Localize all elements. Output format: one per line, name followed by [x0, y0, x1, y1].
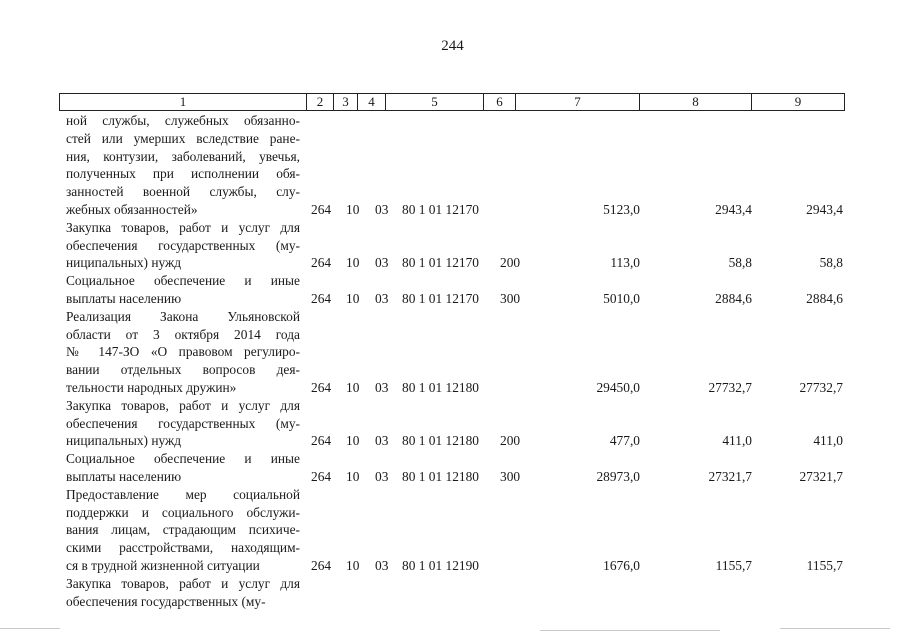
cell-c5: 80 1 01 12170 [402, 290, 479, 306]
row-description [66, 486, 300, 575]
description-line: скими расстройствами, находящим- [66, 540, 300, 556]
cell-c6: 200 [500, 255, 521, 271]
cell-c3: 10 [346, 468, 360, 484]
description-line: ся в трудной жизненной ситуации [66, 557, 260, 573]
cell-c5: 80 1 01 12180 [402, 468, 479, 484]
cell-c4: 03 [375, 379, 389, 395]
cell-c4: 03 [375, 201, 389, 217]
cell-c9: 1155,7 [806, 557, 843, 573]
description-line: Предоставление мер социальной [66, 486, 300, 502]
cell-c7: 477,0 [609, 433, 640, 449]
cell-c8: 58,8 [728, 255, 752, 271]
cell-c7: 113,0 [610, 255, 640, 271]
description-line: ниципальных) нужд [66, 255, 182, 271]
cell-c3: 10 [346, 255, 360, 271]
cell-c2: 264 [311, 433, 332, 449]
cell-c5: 80 1 01 12170 [402, 255, 479, 271]
page-number: 244 [441, 38, 464, 54]
table-row [0, 272, 905, 308]
scan-artifact [540, 630, 720, 631]
table-row [0, 486, 905, 575]
cell-c5: 80 1 01 12180 [402, 379, 479, 395]
cell-c6: 300 [500, 468, 521, 484]
description-line: выплаты населению [66, 468, 182, 484]
cell-c3: 10 [346, 557, 360, 573]
cell-c8: 2943,4 [715, 201, 752, 217]
description-line: обеспечения государственных (му- [66, 593, 266, 609]
cell-c6: 200 [500, 433, 521, 449]
row-description [66, 397, 300, 450]
cell-c4: 03 [375, 557, 389, 573]
description-line: Реализация Закона Ульяновской [66, 308, 300, 324]
cell-c8: 1155,7 [715, 557, 752, 573]
description-line: жебных обязанностей» [66, 201, 198, 217]
cell-c7: 5010,0 [603, 290, 640, 306]
cell-c2: 264 [311, 255, 332, 271]
cell-c5: 80 1 01 12170 [402, 201, 479, 217]
header-col-4: 4 [358, 94, 386, 110]
header-col-8: 8 [640, 94, 752, 110]
description-line: поддержки и социального обслужи- [66, 504, 300, 520]
description-line: стей или умерших вследствие ране- [66, 130, 300, 146]
description-line: № 147-ЗО «О правовом регулиро- [66, 344, 300, 360]
cell-c2: 264 [311, 290, 332, 306]
cell-c9: 2884,6 [806, 290, 843, 306]
row-description [66, 308, 300, 397]
cell-c8: 2884,6 [715, 290, 752, 306]
cell-c7: 28973,0 [596, 468, 640, 484]
table-body [0, 112, 905, 612]
scan-artifact [0, 628, 60, 629]
scan-artifact [780, 628, 890, 629]
description-line: Социальное обеспечение и иные [66, 273, 300, 289]
cell-c5: 80 1 01 12180 [402, 433, 479, 449]
cell-c2: 264 [311, 379, 332, 395]
header-col-3: 3 [334, 94, 358, 110]
description-line: обеспечения государственных (му- [66, 415, 300, 431]
description-line: вания лицам, страдающим психиче- [66, 522, 300, 538]
cell-c9: 2943,4 [806, 201, 843, 217]
cell-c2: 264 [311, 201, 332, 217]
description-line: Закупка товаров, работ и услуг для [66, 575, 300, 591]
header-col-1: 1 [60, 94, 307, 110]
description-line: занностей военной службы, слу- [66, 184, 300, 200]
header-col-2: 2 [307, 94, 334, 110]
cell-c9: 58,8 [819, 255, 843, 271]
cell-c6: 300 [500, 290, 521, 306]
header-col-9: 9 [794, 94, 802, 109]
header-col-6: 6 [484, 94, 516, 110]
cell-c7: 29450,0 [596, 379, 640, 395]
cell-c9: 411,0 [813, 433, 843, 449]
cell-c4: 03 [375, 433, 389, 449]
table-row [0, 397, 905, 450]
description-line: выплаты населению [66, 290, 182, 306]
table-row [0, 112, 905, 219]
cell-c5: 80 1 01 12190 [402, 557, 479, 573]
cell-c3: 10 [346, 433, 360, 449]
cell-c7: 5123,0 [603, 201, 640, 217]
description-line: полученных при исполнении обя- [66, 166, 300, 182]
description-line: ниципальных) нужд [66, 433, 182, 449]
cell-c8: 27321,7 [708, 468, 752, 484]
header-col-7: 7 [516, 94, 640, 110]
table-row [0, 450, 905, 486]
table-row [0, 308, 905, 397]
table-row [0, 219, 905, 272]
row-description [66, 219, 300, 272]
description-line: области от 3 октября 2014 года [66, 326, 300, 342]
row-description [66, 575, 300, 611]
description-line: Социальное обеспечение и иные [66, 451, 300, 467]
cell-c2: 264 [311, 468, 332, 484]
cell-c8: 411,0 [722, 433, 752, 449]
description-line: тельности народных дружин» [66, 379, 237, 395]
cell-c2: 264 [311, 557, 332, 573]
description-line: ния, контузии, заболеваний, увечья, [66, 148, 300, 164]
description-line: вании отдельных вопросов дея- [66, 362, 300, 378]
cell-c3: 10 [346, 290, 360, 306]
cell-c9: 27321,7 [799, 468, 843, 484]
cell-c7: 1676,0 [603, 557, 640, 573]
table-row [0, 575, 905, 611]
description-line: обеспечения государственных (му- [66, 237, 300, 253]
table-header [59, 93, 845, 111]
cell-c4: 03 [375, 468, 389, 484]
header-col-5: 5 [386, 94, 484, 110]
description-line: Закупка товаров, работ и услуг для [66, 397, 300, 413]
row-description [66, 272, 300, 308]
cell-c8: 27732,7 [708, 379, 752, 395]
description-line: Закупка товаров, работ и услуг для [66, 219, 300, 235]
description-line: ной службы, служебных обязанно- [66, 113, 300, 128]
row-description [66, 112, 300, 219]
cell-c9: 27732,7 [799, 379, 843, 395]
cell-c4: 03 [375, 290, 389, 306]
cell-c3: 10 [346, 379, 360, 395]
cell-c4: 03 [375, 255, 389, 271]
row-description [66, 450, 300, 486]
cell-c3: 10 [346, 201, 360, 217]
